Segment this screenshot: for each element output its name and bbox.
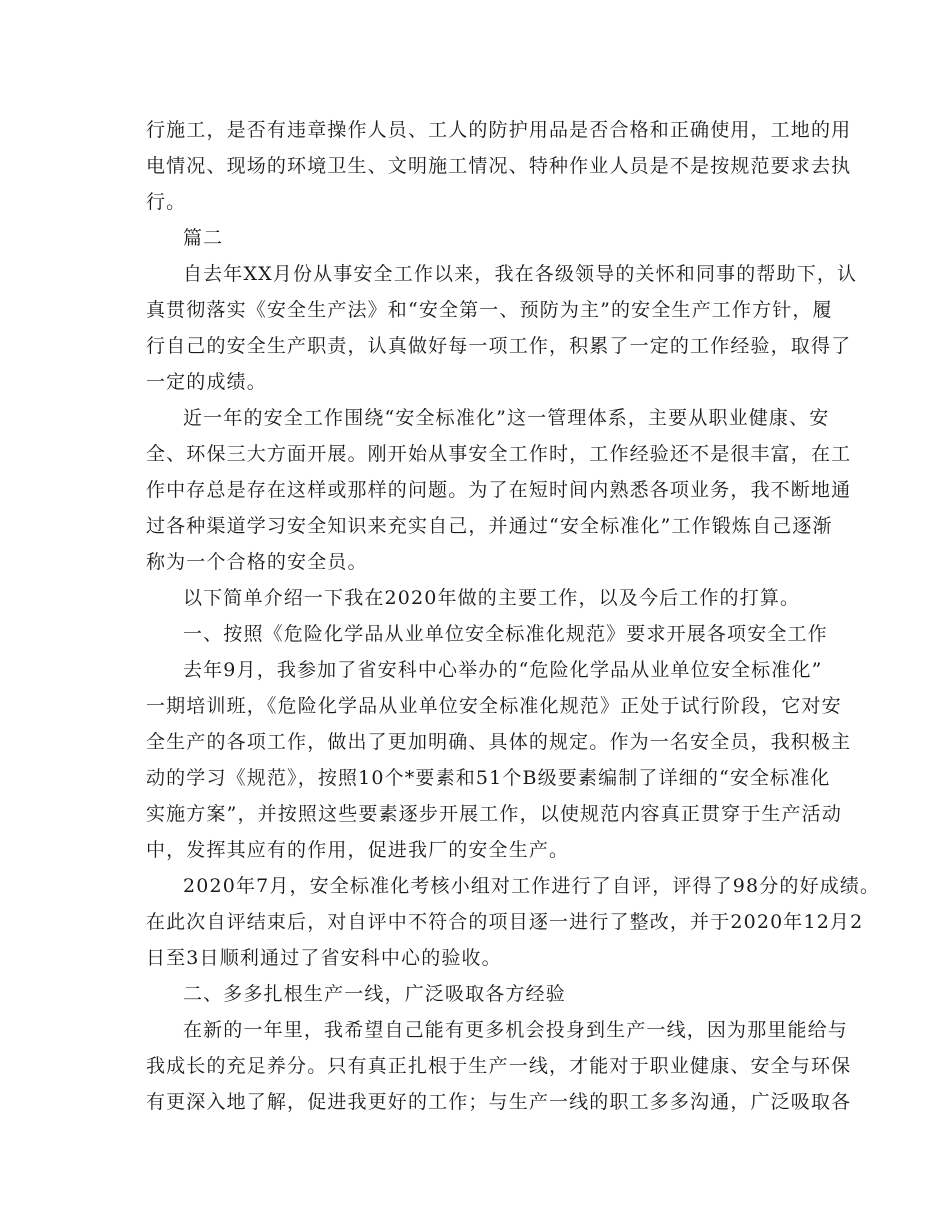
- section-heading: 一、按照《危险化学品从业单位安全标准化规范》要求开展各项安全工作: [183, 623, 828, 645]
- paragraph-line: 以下简单介绍一下我在2020年做的主要工作，以及今后工作的打算。: [183, 587, 801, 609]
- paragraph-line: 去年9月，我参加了省安科中心举办的“危险化学品从业单位安全标准化”: [183, 659, 823, 681]
- paragraph-line: 行施工，是否有违章操作人员、工人的防护用品是否合格和正确使用，工地的用: [146, 119, 852, 141]
- paragraph-line: 电情况、现场的环境卫生、文明施工情况、特种作业人员是不是按规范要求去执: [146, 155, 852, 177]
- paragraph-line: 在新的一年里，我希望自己能有更多机会投身到生产一线，因为那里能给与: [183, 1019, 848, 1041]
- paragraph-line: 一定的成绩。: [146, 371, 267, 393]
- paragraph-line: 自去年XX月份从事安全工作以来，我在各级领导的关怀和同事的帮助下，认: [183, 263, 858, 285]
- paragraph-line: 近一年的安全工作围绕“安全标准化”这一管理体系，主要从职业健康、安: [183, 407, 830, 429]
- paragraph-line: 称为一个合格的安全员。: [146, 551, 368, 573]
- paragraph-line: 有更深入地了解，促进我更好的工作；与生产一线的职工多多沟通，广泛吸取各: [146, 1091, 852, 1113]
- paragraph-line: 一期培训班，《危险化学品从业单位安全标准化规范》正处于试行阶段，它对安: [146, 695, 842, 717]
- section-heading: 篇二: [183, 227, 224, 249]
- paragraph-line: 我成长的充足养分。只有真正扎根于生产一线，才能对于职业健康、安全与环保: [146, 1055, 852, 1077]
- paragraph-line: 行。: [146, 191, 187, 213]
- paragraph-line: 2020年7月，安全标准化考核小组对工作进行了自评，评得了98分的好成绩。: [183, 875, 881, 897]
- paragraph-line: 日至3日顺利通过了省安科中心的验收。: [146, 947, 502, 969]
- paragraph-line: 中，发挥其应有的作用，促进我厂的安全生产。: [146, 839, 570, 861]
- paragraph-line: 行自己的安全生产职责，认真做好每一项工作，积累了一定的工作经验，取得了: [146, 335, 852, 357]
- paragraph-line: 实施方案”，并按照这些要素逐步开展工作，以使规范内容真正贯穿于生产活动: [146, 803, 842, 825]
- paragraph-line: 真贯彻落实《安全生产法》和“安全第一、预防为主”的安全生产工作方针，履: [146, 299, 833, 321]
- section-heading: 二、多多扎根生产一线，广泛吸取各方经验: [183, 983, 566, 1005]
- paragraph-line: 动的学习《规范》，按照10个*要素和51个B级要素编制了详细的“安全标准化: [146, 767, 831, 789]
- paragraph-line: 过各种渠道学习安全知识来充实自己，并通过“安全标准化”工作锻炼自己逐渐: [146, 515, 833, 537]
- paragraph-line: 作中存总是存在这样或那样的问题。为了在短时间内熟悉各项业务，我不断地通: [146, 479, 852, 501]
- paragraph-line: 全、环保三大方面开展。刚开始从事安全工作时，工作经验还不是很丰富，在工: [146, 443, 852, 465]
- paragraph-line: 在此次自评结束后，对自评中不符合的项目逐一进行了整改，并于2020年12月2: [146, 911, 864, 933]
- paragraph-line: 全生产的各项工作，做出了更加明确、具体的规定。作为一名安全员，我积极主: [146, 731, 852, 753]
